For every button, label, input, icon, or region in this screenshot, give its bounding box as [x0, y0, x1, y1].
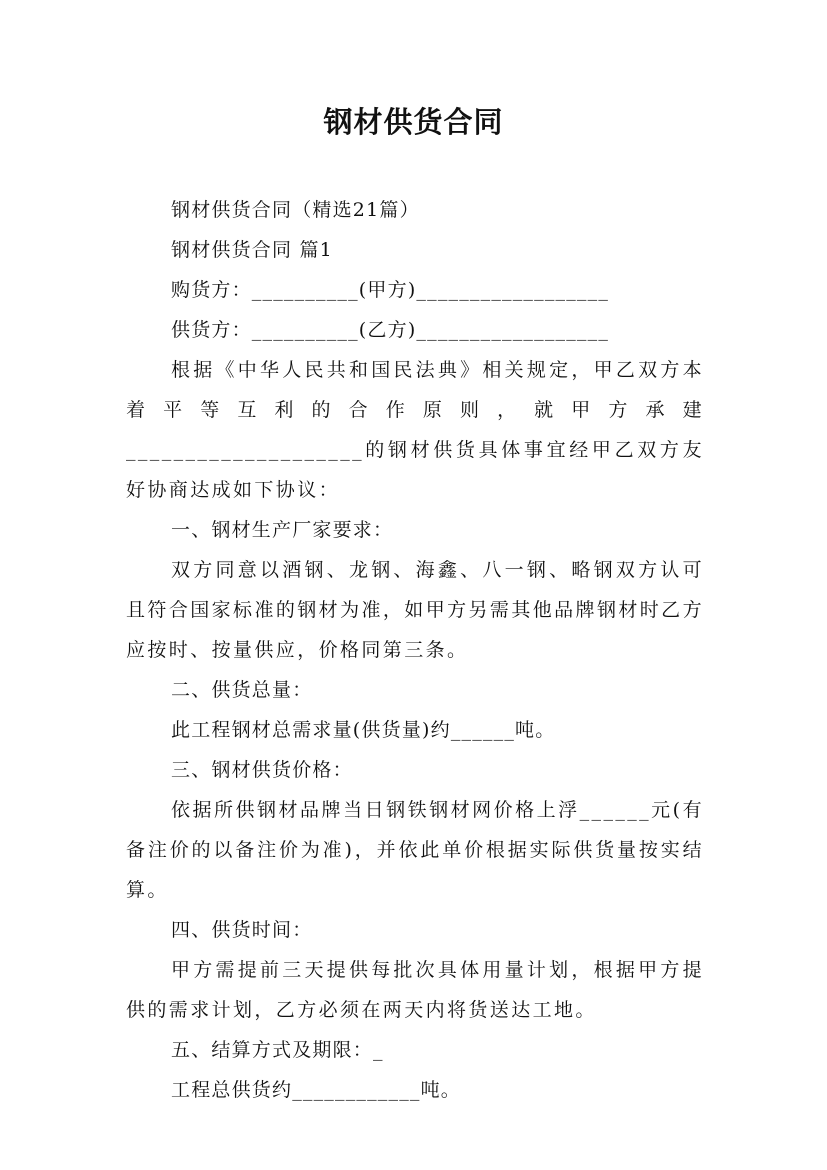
clause-2-heading: 二、供货总量： — [171, 679, 313, 701]
clause-4-heading: 四、供货时间： — [171, 919, 313, 941]
clause-2-text: 此工程钢材总需求量(供货量)约______吨。 — [171, 719, 556, 741]
document-title: 钢材供货合同 — [323, 105, 504, 139]
clause-1-heading: 一、钢材生产厂家要求： — [171, 519, 394, 541]
paragraph-preamble: 根据《中华人民共和国民法典》相关规定，甲乙双方本着平等互利的合作原则，就甲方承建____________________的钢材供货具体事宜经甲乙双方友好协商达成如下协议： — [126, 359, 704, 501]
clause-3-text: 依据所供钢材品牌当日钢铁钢材网价格上浮______元(有备注价的以备注价为准)，并依此单价根据实际供货量按实结算。 — [126, 799, 704, 901]
paragraph-subtitle: 钢材供货合同（精选21篇） — [171, 199, 420, 221]
document-body — [126, 190, 704, 1110]
clause-3-heading: 三、钢材供货价格： — [171, 759, 353, 781]
clause-5-heading: 五、结算方式及期限：_ — [171, 1039, 384, 1061]
paragraph-section-heading: 钢材供货合同 篇1 — [171, 239, 333, 261]
paragraph-supplier: 供货方：__________(乙方)__________________ — [171, 319, 610, 341]
paragraph-buyer: 购货方：__________(甲方)__________________ — [171, 279, 610, 301]
clause-1-text: 双方同意以酒钢、龙钢、海鑫、八一钢、略钢双方认可且符合国家标准的钢材为准，如甲方另需其他品牌钢材时乙方应按时、按量供应，价格同第三条。 — [126, 559, 704, 661]
clause-5-text: 工程总供货约____________吨。 — [171, 1079, 462, 1101]
clause-4-text: 甲方需提前三天提供每批次具体用量计划，根据甲方提供的需求计划，乙方必须在两天内将货送达工地。 — [126, 959, 704, 1021]
